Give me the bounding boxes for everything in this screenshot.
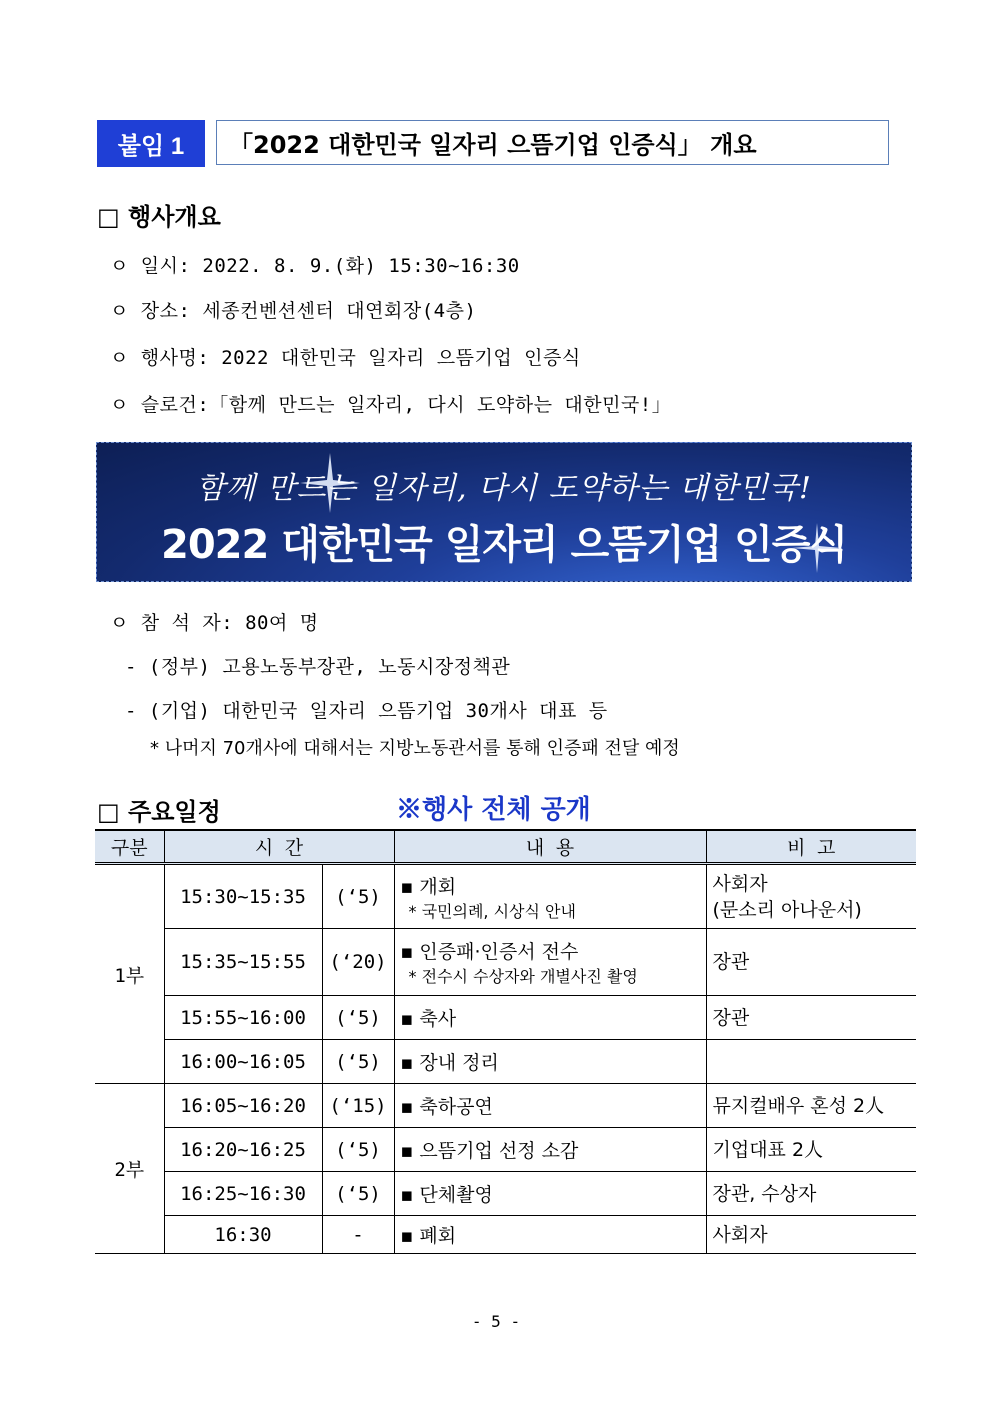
content-cell <box>394 929 706 996</box>
table-row <box>95 1084 916 1128</box>
time-cell: 16:20~16:25 <box>164 1128 322 1172</box>
content-sub: * 전수시 수상자와 개별사진 촬영 <box>408 967 638 986</box>
remark-cell: 장관 <box>706 996 916 1040</box>
content-main: ▪ 개회 <box>400 875 457 898</box>
overview-venue: ㅇ 장소: 세종컨벤션센터 대연회장(4층) <box>110 300 477 322</box>
remark-cell: 기업대표 2人 <box>706 1128 916 1172</box>
content-sub: * 국민의례, 시상식 안내 <box>408 901 576 921</box>
remark-cell: 사회자 <box>706 1216 916 1254</box>
overview-slogan: ㅇ 슬로건:「함께 만드는 일자리, 다시 도약하는 대한민국!」 <box>110 394 672 416</box>
content-cell: ▪ 폐회 <box>394 1216 706 1254</box>
table-header-row <box>95 830 916 864</box>
event-banner <box>96 442 912 582</box>
table-row <box>95 929 916 996</box>
time-cell: 15:30~15:35 <box>164 864 322 929</box>
remark-cell: 장관, 수상자 <box>706 1172 916 1216</box>
attendees-government: - (정부) 고용노동부장관, 노동시장정책관 <box>125 656 511 678</box>
schedule-heading: □ 주요일정 <box>97 798 221 826</box>
duration-cell: (‘5) <box>322 864 394 929</box>
overview-heading: □ 행사개요 <box>97 203 221 231</box>
table-row <box>95 1216 916 1254</box>
banner-title: 2022 대한민국 일자리 으뜸기업 인증식 <box>161 522 847 568</box>
duration-cell: (‘5) <box>322 996 394 1040</box>
page-number: - 5 - <box>471 1312 521 1331</box>
content-cell: ▪ 축하공연 <box>394 1084 706 1128</box>
attendees-note: * 나머지 70개사에 대해서는 지방노동관서를 통해 인증패 전달 예정 <box>150 738 680 759</box>
part-label: 1부 <box>95 864 164 1084</box>
content-cell: ▪ 장내 정리 <box>394 1040 706 1084</box>
remark-cell: 장관 <box>706 929 916 996</box>
time-cell: 16:30 <box>164 1216 322 1254</box>
table-row <box>95 1128 916 1172</box>
attendees-companies: - (기업) 대한민국 일자리 으뜸기업 30개사 대표 등 <box>125 700 608 722</box>
banner-slogan: 함께 만드는 일자리, 다시 도약하는 대한민국! <box>196 471 812 506</box>
content-cell: ▪ 축사 <box>394 996 706 1040</box>
overview-event-name: ㅇ 행사명: 2022 대한민국 일자리 으뜸기업 인증식 <box>110 347 581 369</box>
part-label: 2부 <box>95 1084 164 1254</box>
duration-cell: (‘5) <box>322 1172 394 1216</box>
time-cell: 16:05~16:20 <box>164 1084 322 1128</box>
content-main: ▪ 인증패·인증서 전수 <box>400 941 579 963</box>
time-cell: 16:00~16:05 <box>164 1040 322 1084</box>
time-cell: 15:35~15:55 <box>164 929 322 996</box>
content-cell: ▪ 으뜸기업 선정 소감 <box>394 1128 706 1172</box>
duration-cell: (‘15) <box>322 1084 394 1128</box>
document-title: 「2022 대한민국 일자리 으뜸기업 인증식」 개요 <box>216 120 889 165</box>
schedule-notice: ※행사 전체 공개 <box>396 795 591 825</box>
remark-cell: 뮤지컬배우 혼성 2人 <box>706 1084 916 1128</box>
time-cell: 15:55~16:00 <box>164 996 322 1040</box>
content-cell <box>394 864 706 929</box>
time-cell: 16:25~16:30 <box>164 1172 322 1216</box>
duration-cell: (‘5) <box>322 1040 394 1084</box>
attendees-heading: ㅇ 참 석 자: 80여 명 <box>110 612 319 634</box>
content-cell: ▪ 단체촬영 <box>394 1172 706 1216</box>
duration-cell: (‘20) <box>322 929 394 996</box>
column-header: 시 간 <box>164 830 394 864</box>
column-header: 내 용 <box>394 830 706 864</box>
table-row <box>95 1040 916 1084</box>
table-row <box>95 1172 916 1216</box>
duration-cell: (‘5) <box>322 1128 394 1172</box>
duration-cell: - <box>322 1216 394 1254</box>
column-header: 구분 <box>95 830 164 864</box>
schedule-table <box>95 829 916 1254</box>
table-row <box>95 864 916 929</box>
attachment-tag: 붙임 1 <box>97 120 205 167</box>
overview-date: ㅇ 일시: 2022. 8. 9.(화) 15:30~16:30 <box>110 255 520 277</box>
remark-cell: 사회자 (문소리 아나운서) <box>706 864 916 929</box>
remark-cell <box>706 1040 916 1084</box>
table-row <box>95 996 916 1040</box>
column-header: 비 고 <box>706 830 916 864</box>
